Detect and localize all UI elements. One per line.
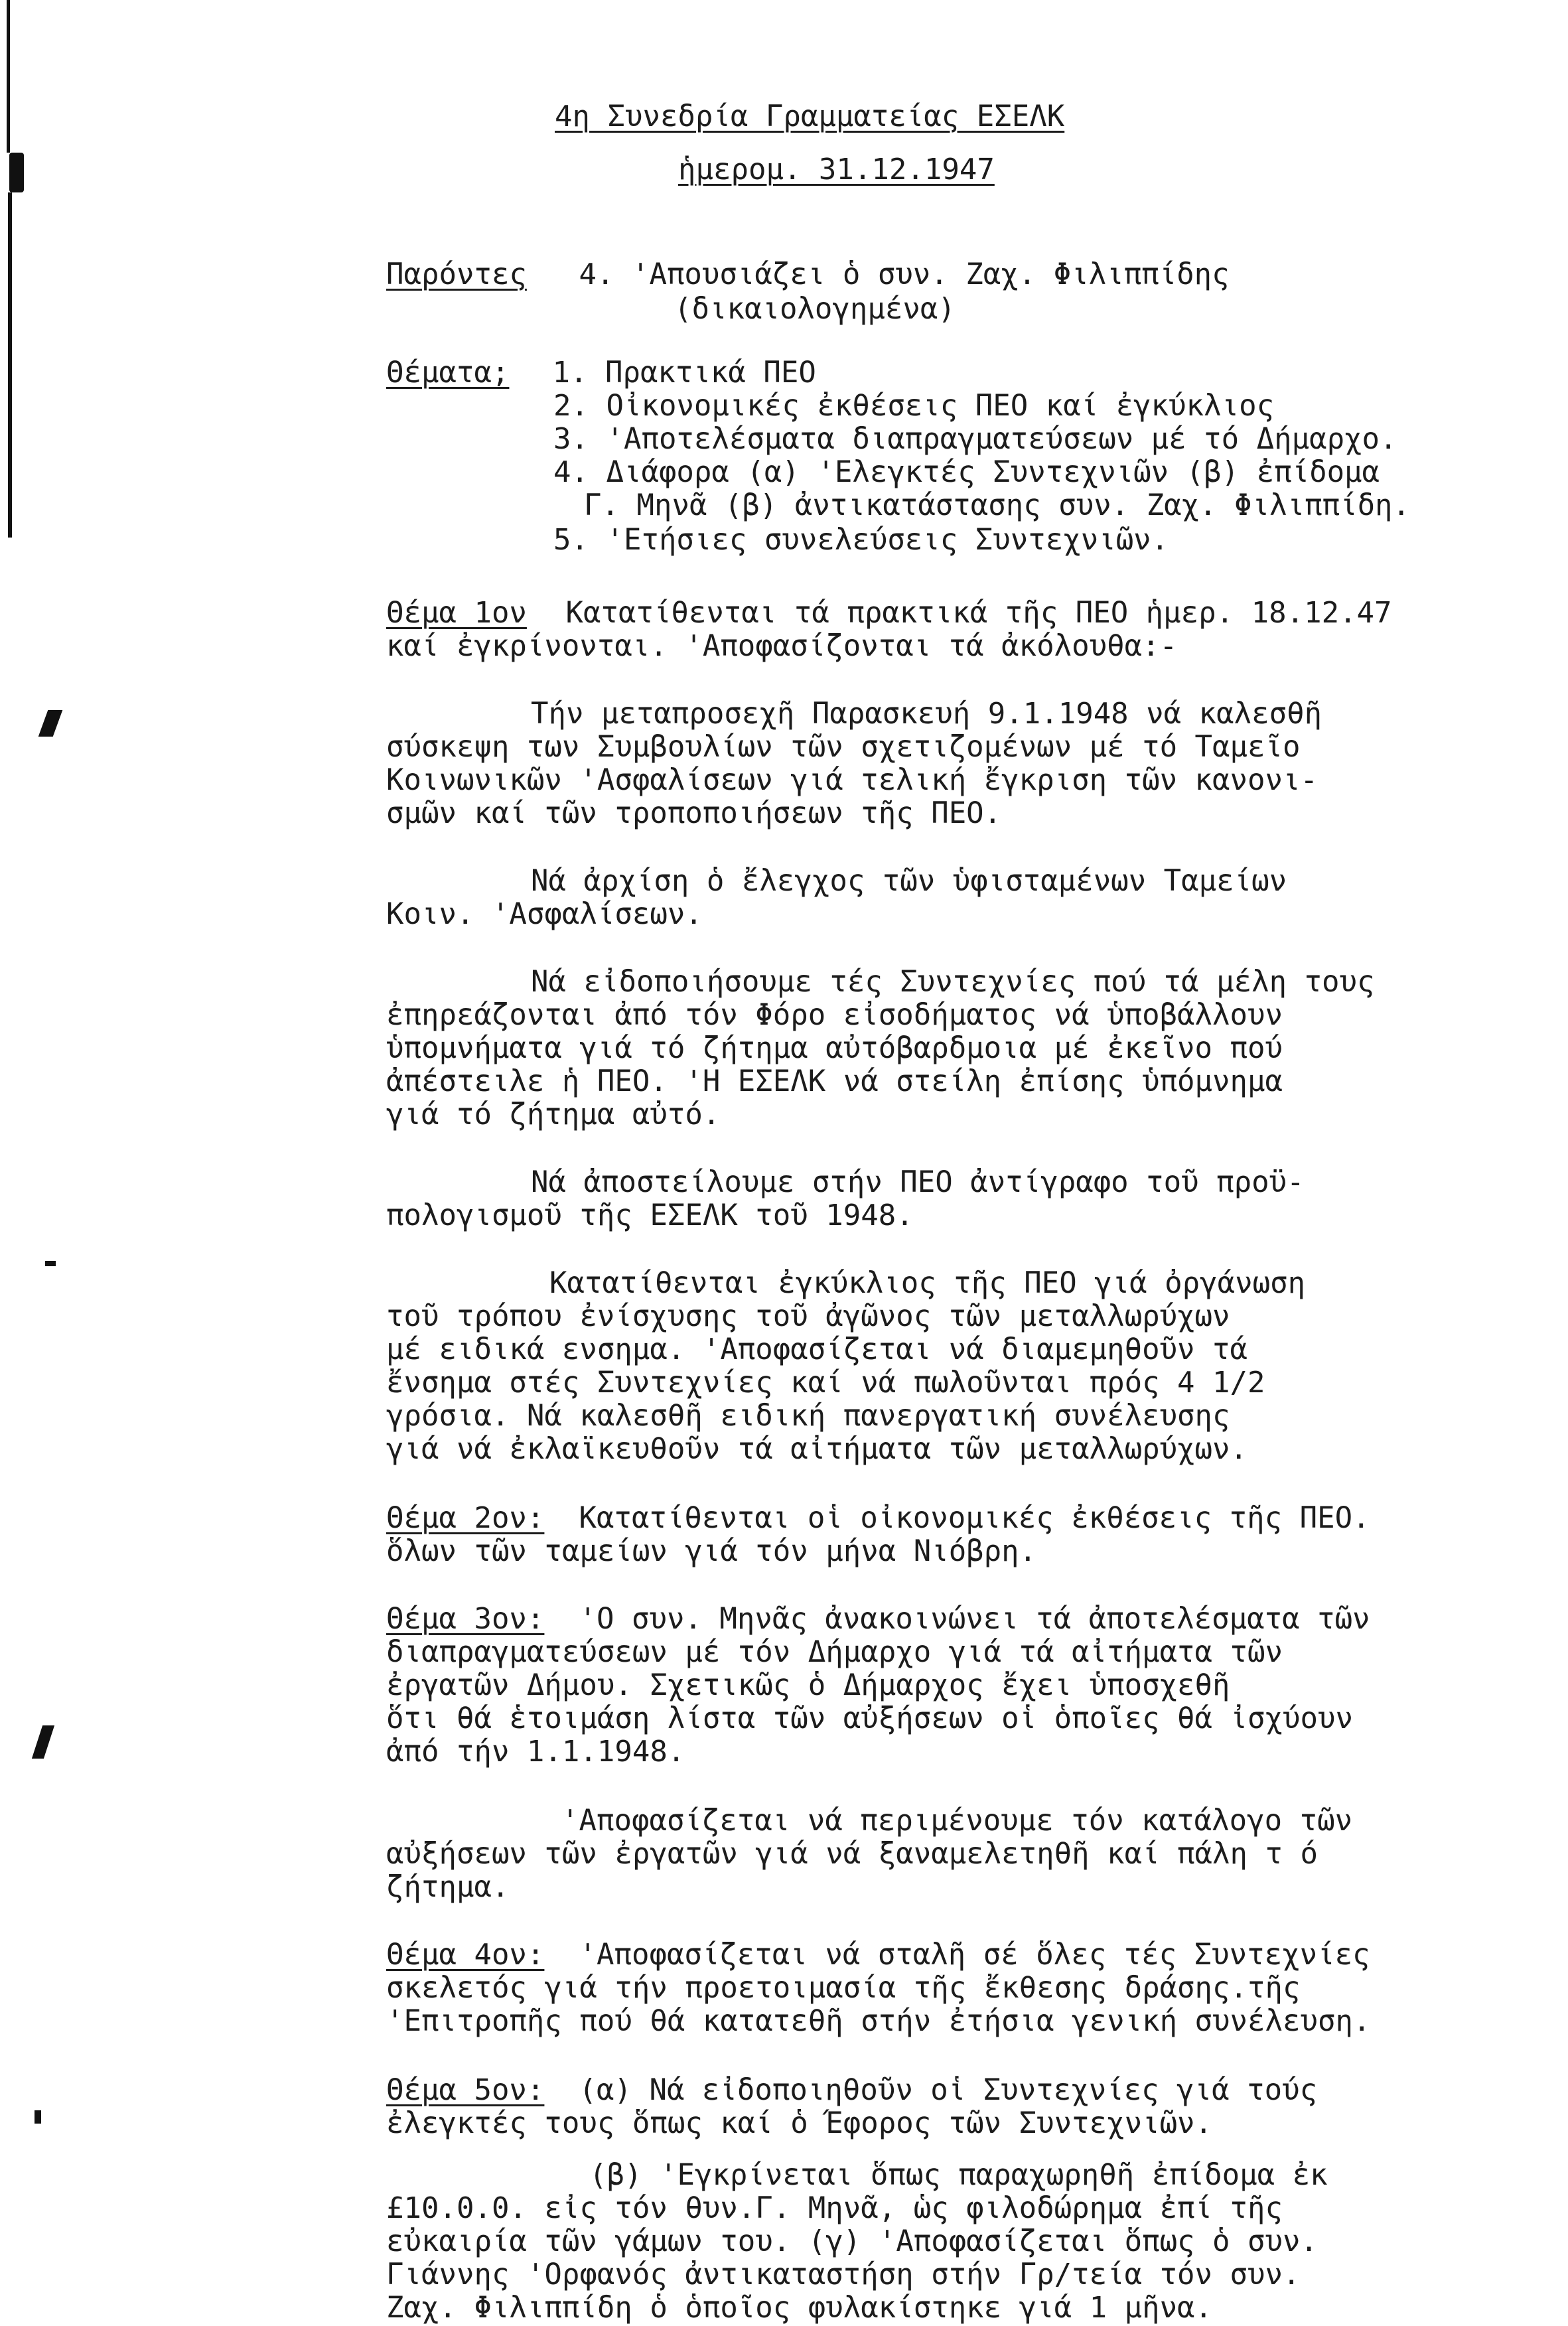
topic-4-text: σκελετός γιά τήν προετοιμασία τῆς ἔκθεσης δράσης.τῆς: [386, 1971, 1301, 2005]
topic-4-label: Θέμα 4ον:: [386, 1938, 545, 1972]
paragraph-line: ἀπέστειλε ἡ ΠΕΟ. 'Η ΕΣΕΛΚ νά στείλη ἐπίσης ὑπόμνημα: [386, 1064, 1283, 1098]
present-text: 4. 'Απουσιάζει ὁ συν. Ζαχ. Φιλιππίδης: [561, 257, 1230, 291]
paragraph-line: £10.0.0. εἰς τόν θυν.Γ. Μηνᾶ, ὡς φιλοδώρημα ἐπί τῆς: [386, 2191, 1283, 2225]
agenda-label: Θέματα;: [386, 356, 510, 390]
paragraph-line: Νά εἰδοποιήσουμε τές Συντεχνίες πού τά μέλη τους: [531, 965, 1375, 999]
scan-edge-mark: [8, 192, 12, 538]
paragraph-line: ὑπομνήματα γιά τό ζήτημα αὐτόβαρδμοια μέ ἐκεῖνο πού: [386, 1031, 1283, 1065]
paragraph-line: Κοινωνικῶν 'Ασφαλίσεων γιά τελική ἔγκριση τῶν κανονι-: [386, 763, 1318, 797]
paragraph-line: εὐκαιρία τῶν γάμων του. (γ) 'Αποφασίζεται ὅπως ὁ συν.: [386, 2224, 1318, 2258]
scan-edge-mark: [38, 710, 63, 737]
paragraph-line: σύσκεψη των Συμβουλίων τῶν σχετιζομένων μέ τό Ταμεῖο: [386, 730, 1301, 764]
topic-2-text: ὅλων τῶν ταμείων γιά τόν μήνα Νιόβρη.: [386, 1534, 1037, 1568]
scan-edge-mark: [45, 1261, 56, 1266]
topic-1-text: Κατατίθενται τά πρακτικά τῆς ΠΕΟ ἡμερ. 18.12.47: [548, 596, 1392, 630]
paragraph-line: (β) 'Εγκρίνεται ὅπως παραχωρηθῆ ἐπίδομα ἐκ: [589, 2158, 1328, 2192]
topic-1-label: Θέμα 1ον: [386, 596, 527, 630]
topic-2-text: Κατατίθενται οἱ οἰκονομικές ἐκθέσεις τῆς ΠΕΟ.: [561, 1501, 1370, 1535]
paragraph-line: γρόσια. Νά καλεσθῆ ειδική πανεργατική συνέλευσης: [386, 1399, 1230, 1433]
meeting-date: ἡμερομ. 31.12.1947: [678, 153, 995, 186]
scan-edge-mark: [7, 0, 10, 153]
paragraph-line: αὐξήσεων τῶν ἐργατῶν γιά νά ξαναμελετηθῆ καί πάλη τ ό: [386, 1837, 1318, 1871]
topic-5-label: Θέμα 5ον:: [386, 2073, 545, 2107]
agenda-item: 5. 'Ετήσιες συνελεύσεις Συντεχνιῶν.: [553, 523, 1169, 557]
paragraph-line: Κοιν. 'Ασφαλίσεων.: [386, 897, 703, 931]
paragraph-line: σμῶν καί τῶν τροποποιήσεων τῆς ΠΕΟ.: [386, 796, 1002, 830]
paragraph-line: ἐπηρεάζονται ἀπό τόν Φόρο εἰσοδήματος νά ὑποβάλλουν: [386, 998, 1283, 1032]
paragraph-line: ἔνσημα στές Συντεχνίες καί νά πωλοῦνται πρός 4 1/2: [386, 1366, 1265, 1400]
scan-edge-mark: [32, 1725, 54, 1759]
paragraph-line: Νά ἀποστείλουμε στήν ΠΕΟ ἀντίγραφο τοῦ προϋ-: [531, 1165, 1305, 1199]
paragraph-line: Κατατίθενται ἐγκύκλιος τῆς ΠΕΟ γιά ὀργάνωση: [549, 1266, 1306, 1300]
paragraph-line: Τήν μεταπροσεχῆ Παρασκευή 9.1.1948 νά καλεσθῆ: [531, 697, 1322, 731]
topic-3-text: διαπραγματεύσεων μέ τόν Δήμαρχο γιά τά αἰτήματα τῶν: [386, 1635, 1283, 1669]
present-label: Παρόντες: [386, 257, 527, 291]
paragraph-line: πολογισμοῦ τῆς ΕΣΕΛΚ τοῦ 1948.: [386, 1199, 914, 1232]
topic-3-text: ἀπό τήν 1.1.1948.: [386, 1735, 685, 1769]
present-text: (δικαιολογημένα): [674, 292, 956, 326]
paragraph-line: Νά ἀρχίση ὁ ἔλεγχος τῶν ὑφισταμένων Ταμείων: [531, 864, 1287, 898]
paragraph-line: μέ ειδικά ενσημα. 'Αποφασίζεται νά διαμεμηθοῦν τά: [386, 1333, 1248, 1366]
agenda-item: Γ. Μηνᾶ (β) ἀντικατάστασης συν. Ζαχ. Φιλιππίδη.: [584, 488, 1411, 522]
topic-3-label: Θέμα 3ον:: [386, 1602, 545, 1636]
agenda-item: 3. 'Αποτελέσματα διαπραγματεύσεων μέ τό Δήμαρχο.: [553, 422, 1397, 456]
paragraph-line: γιά νά ἐκλαϊκευθοῦν τά αἰτήματα τῶν μεταλλωρύχων.: [386, 1432, 1248, 1466]
agenda-item: 4. Διάφορα (α) 'Ελεγκτές Συντεχνιῶν (β) ἐπίδομα: [553, 455, 1380, 489]
paragraph-line: 'Αποφασίζεται νά περιμένουμε τόν κατάλογο τῶν: [561, 1804, 1353, 1838]
topic-3-text: ὅτι θά ἑτοιμάση λίστα τῶν αὐξήσεων οἱ ὁποῖες θά ἰσχύουν: [386, 1702, 1353, 1735]
topic-4-text: 'Επιτροπῆς πού θά κατατεθῆ στήν ἐτήσια γενική συνέλευση.: [386, 2004, 1371, 2038]
paragraph-line: Ζαχ. Φιλιππίδη ὁ ὁποῖος φυλακίστηκε γιά 1 μῆνα.: [386, 2291, 1213, 2325]
paragraph-line: τοῦ τρόπου ἐνίσχυσης τοῦ ἀγῶνος τῶν μεταλλωρύχων: [386, 1299, 1230, 1333]
topic-2-label: Θέμα 2ον:: [386, 1501, 545, 1535]
paragraph-line: γιά τό ζήτημα αὐτό.: [386, 1098, 721, 1131]
scan-edge-mark: [9, 153, 24, 192]
scan-edge-mark: [35, 2110, 41, 2124]
topic-1-text: καί ἐγκρίνονται. 'Αποφασίζονται τά ἀκόλουθα:-: [386, 629, 1178, 663]
agenda-item: 1. Πρακτικά ΠΕΟ: [535, 356, 816, 390]
page-title: 4η Συνεδρία Γραμματείας ΕΣΕΛΚ: [555, 100, 1065, 133]
paragraph-line: Γιάννης 'Ορφανός ἀντικαταστήση στήν Γρ/τεία τόν συν.: [386, 2258, 1301, 2291]
topic-4-text: 'Αποφασίζεται νά σταλῆ σέ ὅλες τές Συντεχνίες: [561, 1938, 1370, 1972]
agenda-item: 2. Οἰκονομικές ἐκθέσεις ΠΕΟ καί ἐγκύκλιος: [553, 389, 1275, 423]
topic-3-text: 'Ο συν. Μηνᾶς ἀνακοινώνει τά ἀποτελέσματα τῶν: [561, 1602, 1370, 1636]
topic-5-text: (α) Νά εἰδοποιηθοῦν οἱ Συντεχνίες γιά τούς: [561, 2073, 1318, 2107]
paragraph-line: ζήτημα.: [386, 1870, 510, 1904]
topic-5-text: ἐλεγκτές τους ὅπως καί ὁ Έφορος τῶν Συντεχνιῶν.: [386, 2106, 1213, 2140]
topic-3-text: ἐργατῶν Δήμου. Σχετικῶς ὁ Δήμαρχος ἔχει ὑποσχεθῆ: [386, 1668, 1230, 1702]
